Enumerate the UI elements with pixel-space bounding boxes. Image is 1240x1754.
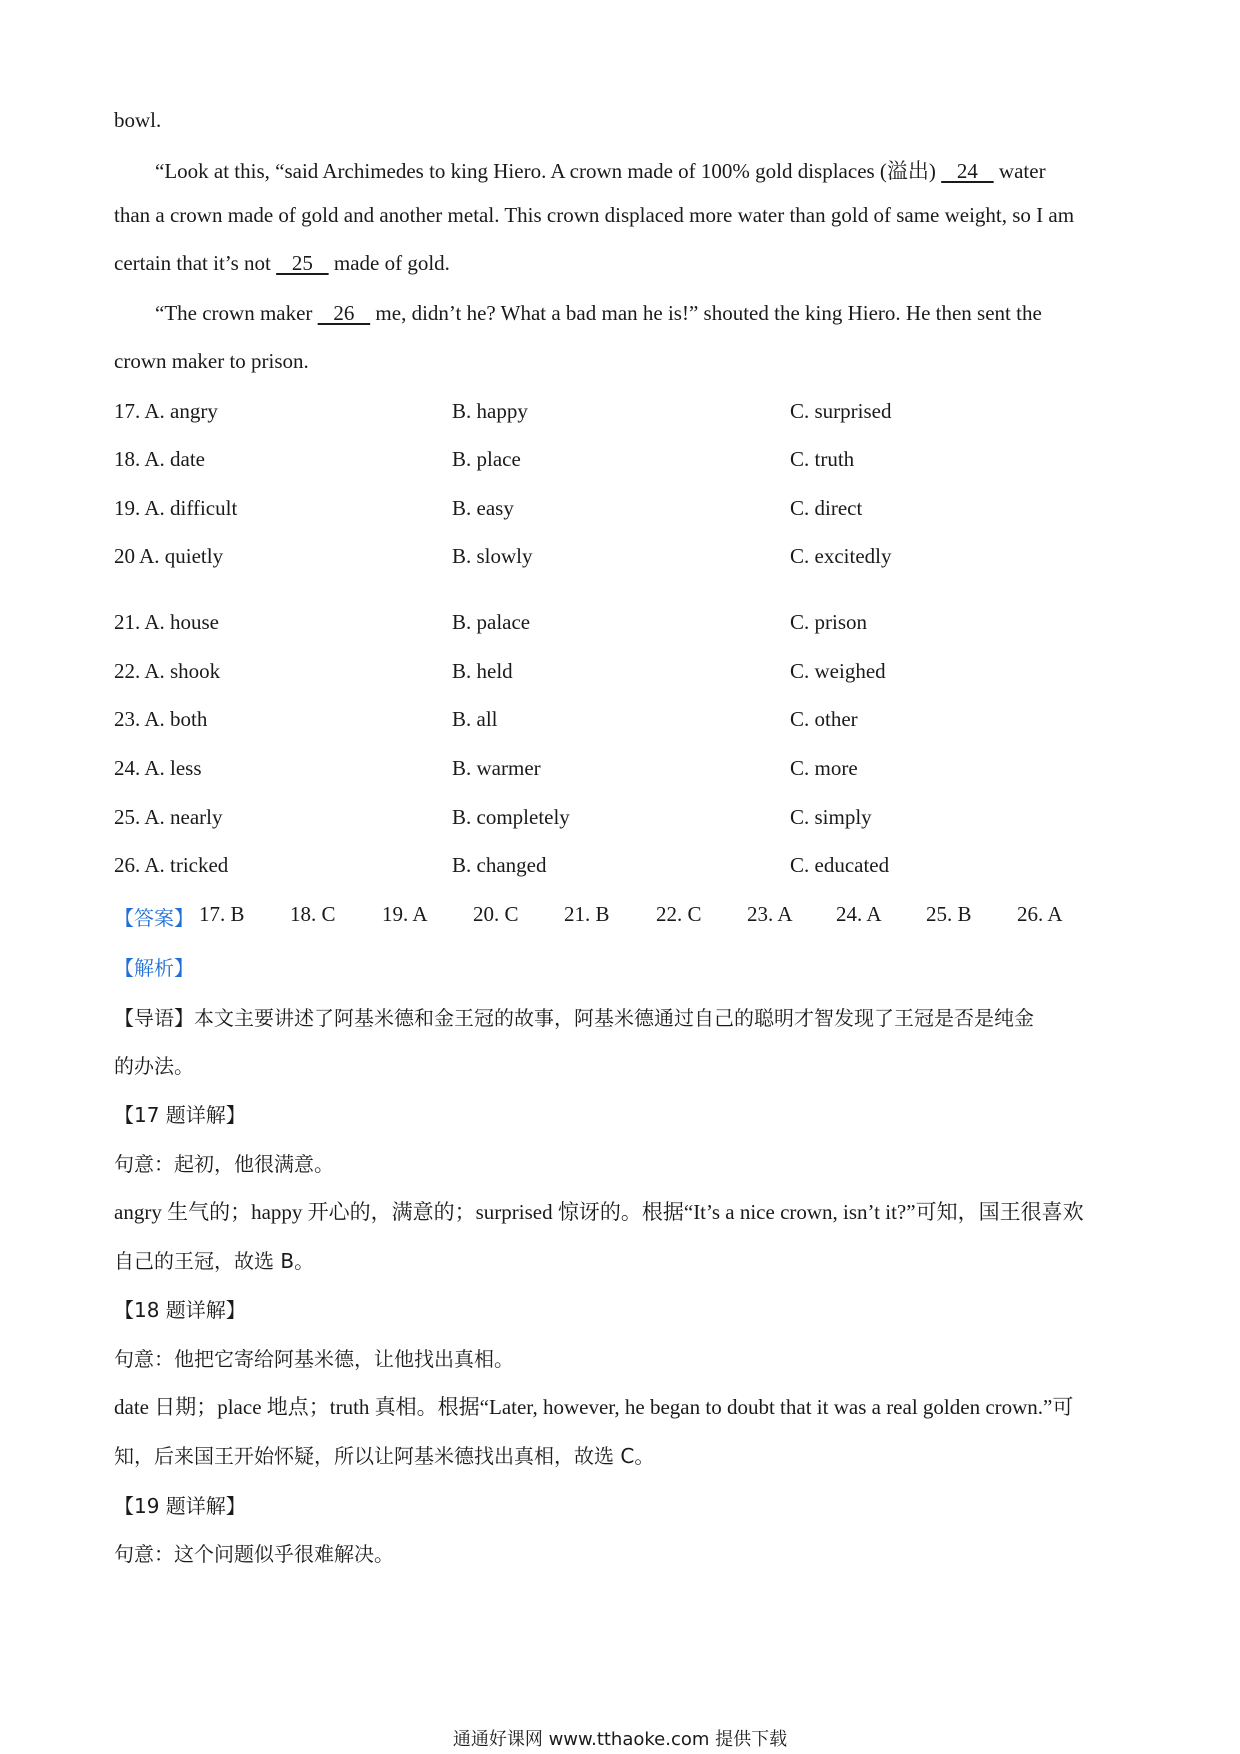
guide-line: 【导语】本文主要讲述了阿基米德和金王冠的故事，阿基米德通过自己的聪明才智发现了王冠是否是纯金 [114, 1006, 1034, 1030]
answer-item: 19. A [382, 902, 428, 926]
option-b: B. held [452, 659, 513, 683]
option-row [114, 544, 1134, 574]
answer-label: 【答案】 [114, 906, 194, 930]
option-a: 25. A. nearly [114, 805, 223, 829]
analysis-label: 【解析】 [114, 956, 194, 980]
answer-item: 20. C [473, 902, 519, 926]
option-a: 26. A. tricked [114, 853, 229, 877]
option-row [114, 399, 1134, 429]
option-row [114, 447, 1134, 477]
blank-24: 24 [941, 159, 994, 183]
option-a: 20 A. quietly [114, 544, 224, 568]
option-row [114, 853, 1134, 883]
question-detail: angry 生气的；happy 开心的，满意的；surprised 惊讶的。根据“It’s a nice crown, isn’t it?”可知，国王很喜欢 [114, 1200, 1084, 1224]
answer-row [114, 902, 1134, 932]
option-c: C. other [790, 707, 858, 731]
question-title: 【17 题详解】 [114, 1103, 246, 1127]
option-row [114, 496, 1134, 526]
option-a: 24. A. less [114, 756, 202, 780]
option-a: 21. A. house [114, 610, 219, 634]
text: made of gold. [328, 251, 450, 275]
option-b: B. completely [452, 805, 570, 829]
option-b: B. place [452, 447, 521, 471]
option-b: B. happy [452, 399, 528, 423]
option-row [114, 659, 1134, 689]
option-a: 17. A. angry [114, 399, 218, 423]
blank-25: 25 [276, 251, 329, 275]
option-a: 18. A. date [114, 447, 205, 471]
option-row [114, 805, 1134, 835]
answer-item: 17. B [199, 902, 245, 926]
option-b: B. palace [452, 610, 531, 634]
option-c: C. truth [790, 447, 855, 471]
answer-item: 24. A [836, 902, 882, 926]
question-meaning: 句意：这个问题似乎很难解决。 [114, 1542, 394, 1566]
question-meaning: 句意：起初，他很满意。 [114, 1152, 334, 1176]
answer-item: 26. A [1017, 902, 1063, 926]
option-b: B. changed [452, 853, 547, 877]
blank-26: 26 [317, 301, 371, 325]
answer-item: 22. C [656, 902, 702, 926]
option-c: C. excitedly [790, 544, 892, 568]
passage-line: bowl. [114, 108, 162, 132]
question-title: 【19 题详解】 [114, 1494, 246, 1518]
text: certain that it’s not [114, 251, 277, 275]
text: “Look at this, “said Archimedes to king Hiero. A crown made of 100% gold displaces (溢出) [155, 159, 942, 183]
option-row [114, 707, 1134, 737]
option-b: B. warmer [452, 756, 541, 780]
text: “The crown maker [155, 301, 318, 325]
text: me, didn’t he? What a bad man he is!” shouted the king Hiero. He then sent the [370, 301, 1042, 325]
option-c: C. more [790, 756, 858, 780]
option-c: C. direct [790, 496, 863, 520]
option-row [114, 756, 1134, 786]
option-b: B. all [452, 707, 498, 731]
answer-item: 23. A [747, 902, 793, 926]
question-detail: 知，后来国王开始怀疑，所以让阿基米德找出真相，故选 C。 [114, 1444, 655, 1468]
passage-line: than a crown made of gold and another metal. This crown displaced more water than gold of same weight, so I am [114, 203, 1075, 227]
passage-line [155, 301, 1042, 326]
passage-line [114, 251, 450, 276]
text: water [993, 159, 1046, 183]
passage-line: crown maker to prison. [114, 349, 309, 373]
question-meaning: 句意：他把它寄给阿基米德，让他找出真相。 [114, 1347, 514, 1371]
answer-item: 18. C [290, 902, 336, 926]
question-detail: date 日期；place 地点；truth 真相。根据“Later, however, he began to doubt that it was a real golden crown.”可 [114, 1395, 1074, 1419]
option-c: C. prison [790, 610, 868, 634]
option-a: 22. A. shook [114, 659, 221, 683]
option-b: B. easy [452, 496, 514, 520]
option-c: C. surprised [790, 399, 892, 423]
page-footer: 通通好课网 www.tthaoke.com 提供下载 [452, 1729, 788, 1750]
option-b: B. slowly [452, 544, 533, 568]
passage-line [155, 155, 1046, 185]
option-c: C. simply [790, 805, 872, 829]
guide-line: 的办法。 [114, 1054, 194, 1078]
answer-item: 25. B [926, 902, 972, 926]
option-c: C. educated [790, 853, 890, 877]
option-a: 19. A. difficult [114, 496, 238, 520]
answer-item: 21. B [564, 902, 610, 926]
option-a: 23. A. both [114, 707, 208, 731]
question-title: 【18 题详解】 [114, 1298, 246, 1322]
question-detail: 自己的王冠，故选 B。 [114, 1249, 315, 1273]
option-row [114, 610, 1134, 640]
option-c: C. weighed [790, 659, 886, 683]
